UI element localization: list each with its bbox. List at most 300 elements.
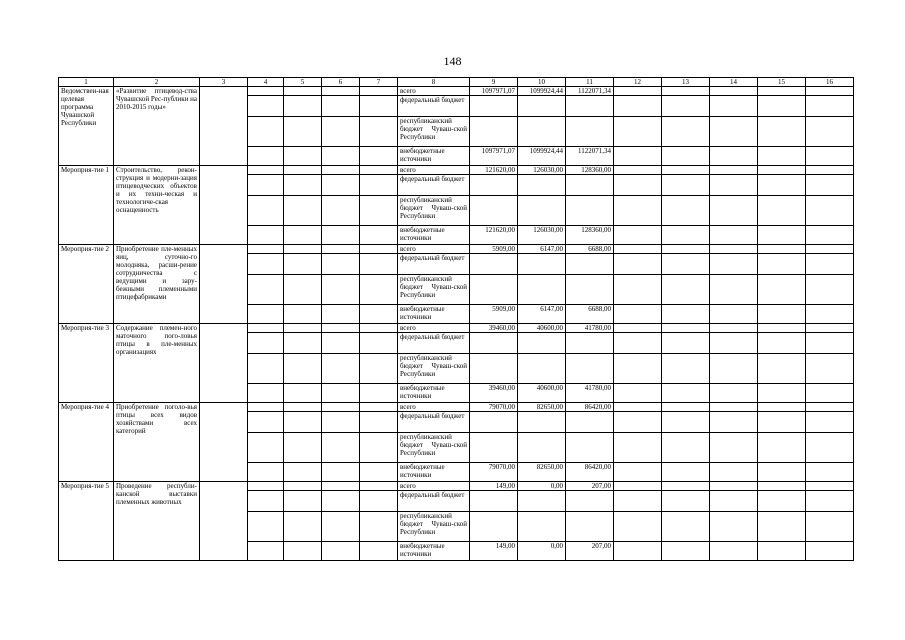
amount-cell: 86420,00 — [566, 403, 614, 412]
funding-source-cell: внебюджетные источники — [398, 305, 470, 324]
column-number-cell: 2 — [114, 78, 200, 87]
program-item-cell: Мероприя-тие 5 — [59, 482, 114, 561]
empty-cell — [284, 175, 322, 196]
program-item-cell: Мероприя-тие 1 — [59, 166, 114, 245]
empty-cell — [806, 275, 854, 305]
funding-source-cell: республиканский бюджет Чуваш-ской Республики — [398, 275, 470, 305]
empty-cell — [662, 96, 710, 117]
empty-cell — [662, 254, 710, 275]
empty-cell — [284, 275, 322, 305]
funding-source-cell: федеральный бюджет — [398, 254, 470, 275]
empty-cell — [322, 254, 360, 275]
amount-cell — [566, 412, 614, 433]
amount-cell — [566, 175, 614, 196]
empty-cell — [758, 482, 806, 491]
empty-cell — [758, 384, 806, 403]
empty-cell — [322, 384, 360, 403]
empty-cell — [662, 324, 710, 333]
empty-cell — [360, 384, 398, 403]
empty-cell — [710, 324, 758, 333]
program-description-cell: Проведение республи-канской выставки племенных животных — [114, 482, 200, 561]
empty-cell — [758, 96, 806, 117]
empty-cell — [758, 491, 806, 512]
empty-cell — [284, 542, 322, 561]
amount-cell — [566, 491, 614, 512]
amount-cell — [566, 196, 614, 226]
empty-cell — [284, 305, 322, 324]
amount-cell — [566, 117, 614, 147]
empty-cell — [662, 463, 710, 482]
empty-cell — [710, 166, 758, 175]
empty-cell — [248, 463, 284, 482]
empty-cell — [248, 96, 284, 117]
empty-cell — [360, 324, 398, 333]
empty-cell — [284, 117, 322, 147]
empty-cell — [662, 275, 710, 305]
empty-cell — [248, 147, 284, 166]
empty-cell — [360, 166, 398, 175]
empty-cell — [200, 245, 248, 324]
amount-cell — [470, 433, 518, 463]
amount-cell — [470, 275, 518, 305]
empty-cell — [710, 305, 758, 324]
empty-cell — [662, 412, 710, 433]
amount-cell — [518, 196, 566, 226]
funding-source-cell: республиканский бюджет Чуваш-ской Республики — [398, 196, 470, 226]
empty-cell — [758, 305, 806, 324]
empty-cell — [614, 254, 662, 275]
empty-cell — [614, 245, 662, 254]
empty-cell — [248, 245, 284, 254]
program-item-cell: Мероприя-тие 2 — [59, 245, 114, 324]
empty-cell — [662, 226, 710, 245]
amount-cell — [470, 512, 518, 542]
empty-cell — [284, 333, 322, 354]
empty-cell — [806, 166, 854, 175]
program-description-cell: Приобретение поголо-вья птицы всех видов хозяйствами всех категорий — [114, 403, 200, 482]
empty-cell — [758, 333, 806, 354]
amount-cell: 6147,00 — [518, 305, 566, 324]
empty-cell — [360, 305, 398, 324]
amount-cell — [518, 333, 566, 354]
empty-cell — [614, 305, 662, 324]
empty-cell — [360, 542, 398, 561]
empty-cell — [248, 226, 284, 245]
empty-cell — [248, 542, 284, 561]
amount-cell: 40600,00 — [518, 384, 566, 403]
empty-cell — [710, 491, 758, 512]
empty-cell — [360, 275, 398, 305]
column-number-cell: 16 — [806, 78, 854, 87]
empty-cell — [710, 412, 758, 433]
amount-cell — [566, 333, 614, 354]
funding-source-cell: республиканский бюджет Чуваш-ской Республики — [398, 433, 470, 463]
empty-cell — [614, 433, 662, 463]
amount-cell: 6688,00 — [566, 245, 614, 254]
empty-cell — [322, 147, 360, 166]
amount-cell — [518, 512, 566, 542]
empty-cell — [710, 512, 758, 542]
empty-cell — [248, 87, 284, 96]
empty-cell — [360, 354, 398, 384]
amount-cell: 126030,00 — [518, 166, 566, 175]
empty-cell — [806, 491, 854, 512]
amount-cell — [566, 433, 614, 463]
empty-cell — [662, 512, 710, 542]
empty-cell — [360, 482, 398, 491]
empty-cell — [614, 196, 662, 226]
empty-cell — [758, 175, 806, 196]
empty-cell — [614, 412, 662, 433]
funding-source-cell: федеральный бюджет — [398, 412, 470, 433]
empty-cell — [710, 245, 758, 254]
amount-cell: 39460,00 — [470, 384, 518, 403]
page-number: 148 — [443, 54, 462, 68]
empty-cell — [662, 403, 710, 412]
empty-cell — [322, 403, 360, 412]
empty-cell — [710, 175, 758, 196]
empty-cell — [322, 96, 360, 117]
empty-cell — [614, 491, 662, 512]
amount-cell: 39460,00 — [470, 324, 518, 333]
empty-cell — [614, 226, 662, 245]
amount-cell: 128360,00 — [566, 166, 614, 175]
empty-cell — [662, 166, 710, 175]
empty-cell — [284, 96, 322, 117]
empty-cell — [614, 403, 662, 412]
empty-cell — [758, 542, 806, 561]
amount-cell: 79070,00 — [470, 463, 518, 482]
amount-cell — [518, 96, 566, 117]
empty-cell — [758, 275, 806, 305]
empty-cell — [662, 433, 710, 463]
funding-source-cell: всего — [398, 482, 470, 491]
empty-cell — [360, 463, 398, 482]
amount-cell — [566, 254, 614, 275]
empty-cell — [322, 354, 360, 384]
empty-cell — [758, 117, 806, 147]
empty-cell — [710, 117, 758, 147]
empty-cell — [360, 491, 398, 512]
column-number-cell: 9 — [470, 78, 518, 87]
empty-cell — [614, 482, 662, 491]
amount-cell: 1097971,07 — [470, 147, 518, 166]
empty-cell — [322, 166, 360, 175]
empty-cell — [284, 384, 322, 403]
funding-source-cell: всего — [398, 403, 470, 412]
funding-source-cell: федеральный бюджет — [398, 96, 470, 117]
empty-cell — [360, 96, 398, 117]
empty-cell — [758, 196, 806, 226]
amount-cell — [470, 117, 518, 147]
program-description-cell: «Развитие птицевод-ства Чувашской Рес-публики на 2010-2015 годы» — [114, 87, 200, 166]
empty-cell — [758, 245, 806, 254]
empty-cell — [284, 433, 322, 463]
column-number-cell: 10 — [518, 78, 566, 87]
empty-cell — [322, 542, 360, 561]
empty-cell — [360, 117, 398, 147]
empty-cell — [662, 482, 710, 491]
empty-cell — [806, 463, 854, 482]
amount-cell: 5909,00 — [470, 245, 518, 254]
amount-cell — [518, 491, 566, 512]
table-row — [59, 324, 854, 333]
amount-cell — [518, 175, 566, 196]
empty-cell — [662, 196, 710, 226]
program-item-cell: Мероприя-тие 3 — [59, 324, 114, 403]
funding-source-cell: федеральный бюджет — [398, 175, 470, 196]
funding-source-cell: внебюджетные источники — [398, 542, 470, 561]
empty-cell — [248, 412, 284, 433]
amount-cell: 207,00 — [566, 482, 614, 491]
table-row — [59, 166, 854, 175]
empty-cell — [284, 254, 322, 275]
amount-cell — [470, 196, 518, 226]
amount-cell — [470, 96, 518, 117]
empty-cell — [248, 275, 284, 305]
empty-cell — [360, 196, 398, 226]
empty-cell — [662, 175, 710, 196]
amount-cell — [470, 333, 518, 354]
empty-cell — [248, 254, 284, 275]
empty-cell — [322, 412, 360, 433]
amount-cell — [566, 354, 614, 384]
empty-cell — [806, 333, 854, 354]
empty-cell — [248, 491, 284, 512]
empty-cell — [360, 433, 398, 463]
column-number-cell: 14 — [710, 78, 758, 87]
funding-source-cell: республиканский бюджет Чуваш-ской Республики — [398, 117, 470, 147]
empty-cell — [248, 403, 284, 412]
empty-cell — [614, 463, 662, 482]
funding-source-cell: внебюджетные источники — [398, 226, 470, 245]
empty-cell — [806, 226, 854, 245]
amount-cell: 149,00 — [470, 542, 518, 561]
amount-cell: 0,00 — [518, 542, 566, 561]
empty-cell — [806, 147, 854, 166]
empty-cell — [758, 463, 806, 482]
empty-cell — [614, 117, 662, 147]
empty-cell — [710, 384, 758, 403]
empty-cell — [758, 254, 806, 275]
empty-cell — [360, 512, 398, 542]
amount-cell: 121620,00 — [470, 166, 518, 175]
empty-cell — [710, 96, 758, 117]
empty-cell — [284, 403, 322, 412]
empty-cell — [200, 166, 248, 245]
amount-cell — [566, 275, 614, 305]
empty-cell — [322, 275, 360, 305]
empty-cell — [322, 196, 360, 226]
empty-cell — [614, 147, 662, 166]
empty-cell — [662, 305, 710, 324]
empty-cell — [248, 384, 284, 403]
empty-cell — [248, 196, 284, 226]
empty-cell — [758, 433, 806, 463]
empty-cell — [284, 226, 322, 245]
empty-cell — [614, 87, 662, 96]
funding-source-cell: всего — [398, 166, 470, 175]
empty-cell — [284, 196, 322, 226]
program-description-cell: Строительство, рекон-струкция и модерни-зация птицеводческих объектов и их техни-ческая и технологиче-ская оснащенность — [114, 166, 200, 245]
empty-cell — [248, 433, 284, 463]
empty-cell — [758, 412, 806, 433]
empty-cell — [322, 87, 360, 96]
empty-cell — [360, 403, 398, 412]
amount-cell: 1097971,07 — [470, 87, 518, 96]
empty-cell — [248, 324, 284, 333]
amount-cell: 1099924,44 — [518, 147, 566, 166]
empty-cell — [758, 324, 806, 333]
empty-cell — [662, 542, 710, 561]
empty-cell — [200, 482, 248, 561]
empty-cell — [806, 96, 854, 117]
empty-cell — [322, 491, 360, 512]
funding-source-cell: всего — [398, 87, 470, 96]
empty-cell — [662, 384, 710, 403]
empty-cell — [322, 512, 360, 542]
empty-cell — [758, 166, 806, 175]
empty-cell — [200, 403, 248, 482]
empty-cell — [360, 254, 398, 275]
empty-cell — [806, 384, 854, 403]
amount-cell: 149,00 — [470, 482, 518, 491]
empty-cell — [710, 433, 758, 463]
table-row — [59, 403, 854, 412]
amount-cell: 1122071,34 — [566, 87, 614, 96]
empty-cell — [662, 87, 710, 96]
empty-cell — [710, 254, 758, 275]
empty-cell — [710, 463, 758, 482]
amount-cell: 6147,00 — [518, 245, 566, 254]
amount-cell: 5909,00 — [470, 305, 518, 324]
empty-cell — [614, 324, 662, 333]
empty-cell — [200, 87, 248, 166]
empty-cell — [360, 226, 398, 245]
column-number-cell: 7 — [360, 78, 398, 87]
table-row — [59, 245, 854, 254]
amount-cell: 86420,00 — [566, 463, 614, 482]
empty-cell — [322, 463, 360, 482]
column-number-cell: 6 — [322, 78, 360, 87]
empty-cell — [710, 403, 758, 412]
empty-cell — [614, 175, 662, 196]
column-number-cell: 3 — [200, 78, 248, 87]
empty-cell — [284, 245, 322, 254]
empty-cell — [710, 226, 758, 245]
empty-cell — [360, 412, 398, 433]
empty-cell — [710, 87, 758, 96]
amount-cell: 41780,00 — [566, 384, 614, 403]
column-number-cell: 13 — [662, 78, 710, 87]
funding-source-cell: всего — [398, 245, 470, 254]
table-row — [59, 482, 854, 491]
empty-cell — [284, 491, 322, 512]
amount-cell — [470, 175, 518, 196]
empty-cell — [710, 542, 758, 561]
program-item-cell: Мероприя-тие 4 — [59, 403, 114, 482]
amount-cell — [470, 491, 518, 512]
funding-source-cell: республиканский бюджет Чуваш-ской Республики — [398, 354, 470, 384]
empty-cell — [284, 354, 322, 384]
amount-cell: 6688,00 — [566, 305, 614, 324]
empty-cell — [758, 147, 806, 166]
empty-cell — [284, 147, 322, 166]
column-number-cell: 1 — [59, 78, 114, 87]
empty-cell — [710, 147, 758, 166]
amount-cell — [518, 117, 566, 147]
empty-cell — [322, 245, 360, 254]
empty-cell — [662, 117, 710, 147]
empty-cell — [662, 147, 710, 166]
empty-cell — [284, 512, 322, 542]
empty-cell — [758, 226, 806, 245]
empty-cell — [710, 196, 758, 226]
funding-source-cell: республиканский бюджет Чуваш-ской Республики — [398, 512, 470, 542]
funding-source-cell: федеральный бюджет — [398, 333, 470, 354]
empty-cell — [248, 166, 284, 175]
program-table — [58, 77, 854, 561]
amount-cell: 1122071,34 — [566, 147, 614, 166]
amount-cell: 0,00 — [518, 482, 566, 491]
amount-cell: 82650,00 — [518, 463, 566, 482]
column-number-cell: 8 — [398, 78, 470, 87]
empty-cell — [806, 482, 854, 491]
empty-cell — [662, 333, 710, 354]
amount-cell — [470, 254, 518, 275]
program-description-cell: Приобретение пле-менных яиц, суточно-го молодняка, расши-рение сотрудничества с ведущими и зару-бежными племенными птицефабриками — [114, 245, 200, 324]
empty-cell — [758, 512, 806, 542]
empty-cell — [322, 226, 360, 245]
column-number-cell: 5 — [284, 78, 322, 87]
empty-cell — [614, 512, 662, 542]
empty-cell — [614, 96, 662, 117]
column-number-cell: 15 — [758, 78, 806, 87]
amount-cell — [470, 354, 518, 384]
column-number-row — [59, 78, 854, 87]
empty-cell — [248, 512, 284, 542]
empty-cell — [806, 196, 854, 226]
empty-cell — [248, 117, 284, 147]
empty-cell — [614, 354, 662, 384]
empty-cell — [614, 166, 662, 175]
empty-cell — [322, 175, 360, 196]
amount-cell — [566, 96, 614, 117]
empty-cell — [322, 117, 360, 147]
amount-cell — [518, 254, 566, 275]
empty-cell — [284, 412, 322, 433]
empty-cell — [284, 463, 322, 482]
amount-cell — [518, 354, 566, 384]
empty-cell — [284, 324, 322, 333]
empty-cell — [284, 482, 322, 491]
empty-cell — [248, 482, 284, 491]
empty-cell — [322, 305, 360, 324]
empty-cell — [322, 433, 360, 463]
empty-cell — [710, 333, 758, 354]
amount-cell: 40600,00 — [518, 324, 566, 333]
empty-cell — [360, 175, 398, 196]
empty-cell — [758, 403, 806, 412]
empty-cell — [806, 433, 854, 463]
amount-cell — [470, 412, 518, 433]
empty-cell — [710, 354, 758, 384]
amount-cell: 128360,00 — [566, 226, 614, 245]
amount-cell — [518, 412, 566, 433]
amount-cell: 207,00 — [566, 542, 614, 561]
empty-cell — [662, 354, 710, 384]
empty-cell — [322, 482, 360, 491]
